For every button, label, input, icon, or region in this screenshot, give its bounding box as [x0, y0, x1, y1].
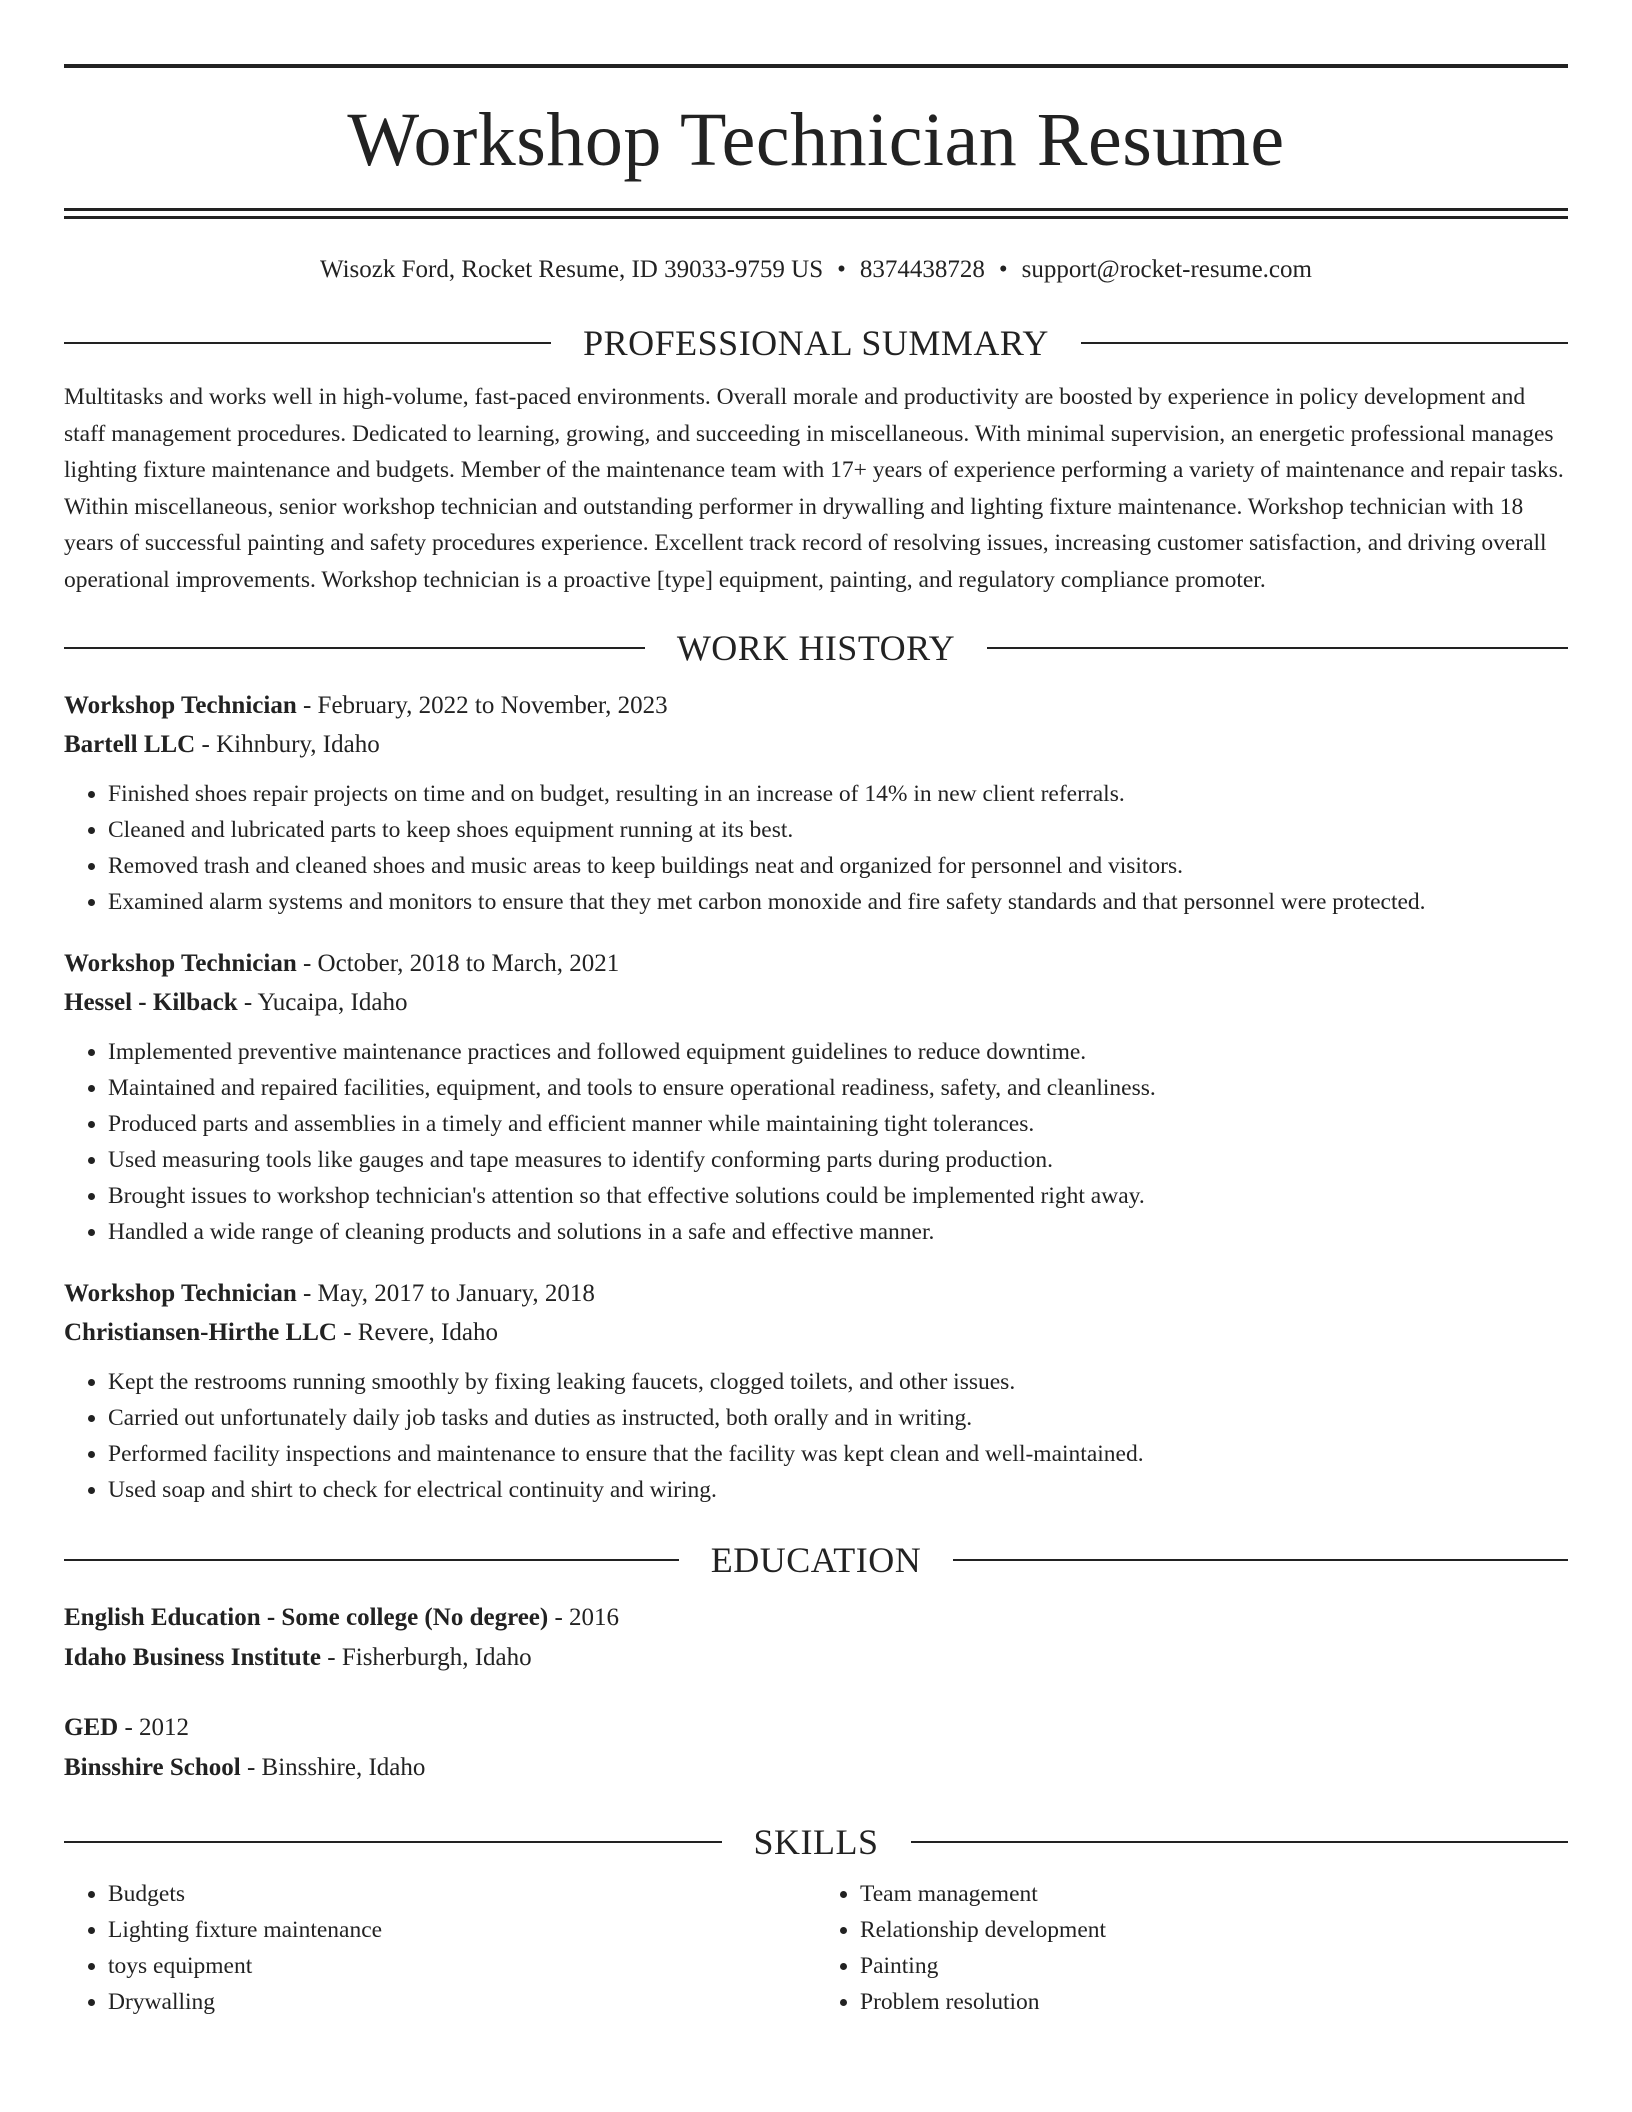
skill-item: • Drywalling: [108, 1984, 816, 2020]
resume-title: Workshop Technician Resume: [347, 98, 1285, 182]
skills-columns: [64, 1876, 1568, 2020]
education-degree: GED: [64, 1714, 119, 1741]
education-school: Idaho Business Institute: [64, 1644, 322, 1671]
job-title: Workshop Technician: [64, 692, 297, 719]
job-bullet: • Cleaned and lubricated parts to keep shoes equipment running at its best.: [108, 812, 1568, 848]
skill-item: • Team management: [860, 1876, 1568, 1912]
job-company: Bartell LLC: [64, 731, 196, 758]
job-bullet: • Handled a wide range of cleaning products and solutions in a safe and effective manner.: [108, 1214, 1568, 1250]
job-bullet: • Maintained and repaired facilities, equipment, and tools to ensure operational readiness, safety, and cleanliness.: [108, 1070, 1568, 1106]
section-title: PROFESSIONAL SUMMARY: [583, 323, 1049, 363]
job-company-line: [64, 725, 1568, 764]
top-rule: [64, 64, 1568, 68]
job-location: - Yucaipa, Idaho: [237, 989, 408, 1016]
education-school: Binsshire School: [64, 1754, 241, 1781]
education-entry: [64, 1708, 1568, 1788]
divider: [64, 1841, 722, 1843]
job-bullet: • Carried out unfortunately daily job tasks and duties as instructed, both orally and in writing.: [108, 1400, 1568, 1436]
job-heading: [64, 1274, 1568, 1313]
section-title: EDUCATION: [710, 1540, 922, 1580]
section-header-education: [64, 1542, 1568, 1578]
skill-item: • Problem resolution: [860, 1984, 1568, 2020]
education-school-line: [64, 1638, 1568, 1678]
section-header-work: [64, 630, 1568, 666]
job-bullet: • Examined alarm systems and monitors to ensure that they met carbon monoxide and fire safety standards and that personnel were protected.: [108, 884, 1568, 920]
job-bullets: [64, 776, 1568, 920]
section-header-skills: [64, 1824, 1568, 1860]
job-title: Workshop Technician: [64, 1280, 297, 1307]
work-history-list: [64, 686, 1568, 1508]
job-dates: - February, 2022 to November, 2023: [296, 692, 668, 719]
resume-page: [64, 64, 1568, 2020]
job-bullets: [64, 1034, 1568, 1250]
job-bullet: • Removed trash and cleaned shoes and music areas to keep buildings neat and organized for personnel and visitors.: [108, 848, 1568, 884]
education-year: - 2016: [548, 1604, 620, 1631]
title-double-rule: [64, 208, 1568, 219]
job-entry: [64, 686, 1568, 920]
job-bullet: • Performed facility inspections and maintenance to ensure that the facility was kept clean and well-maintained.: [108, 1436, 1568, 1472]
job-bullet: • Used soap and shirt to check for electrical continuity and wiring.: [108, 1472, 1568, 1508]
job-entry: [64, 944, 1568, 1250]
education-heading: [64, 1708, 1568, 1748]
job-title: Workshop Technician: [64, 950, 297, 977]
divider: [64, 647, 645, 649]
job-bullet: • Brought issues to workshop technician's attention so that effective solutions could be implemented right away.: [108, 1178, 1568, 1214]
contact-line: [64, 255, 1568, 285]
job-bullet: • Kept the restrooms running smoothly by fixing leaking faucets, clogged toilets, and other issues.: [108, 1364, 1568, 1400]
job-bullet: • Implemented preventive maintenance practices and followed equipment guidelines to reduce downtime.: [108, 1034, 1568, 1070]
skill-item: • Relationship development: [860, 1912, 1568, 1948]
section-title: SKILLS: [753, 1822, 879, 1862]
job-company: Hessel - Kilback: [64, 989, 238, 1016]
skills-list-left: [64, 1876, 816, 2020]
job-location: - Kihnbury, Idaho: [195, 731, 380, 758]
section-header-summary: [64, 325, 1568, 361]
job-heading: [64, 686, 1568, 725]
skill-item: • toys equipment: [108, 1948, 816, 1984]
contact-phone: 8374438728: [859, 256, 985, 283]
divider: [1081, 342, 1568, 344]
job-entry: [64, 1274, 1568, 1508]
job-dates: - October, 2018 to March, 2021: [296, 950, 620, 977]
contact-address: Wisozk Ford, Rocket Resume, ID 39033-9759 US: [320, 256, 824, 283]
job-location: - Revere, Idaho: [336, 1319, 498, 1346]
job-heading: [64, 944, 1568, 983]
contact-separator: •: [837, 256, 846, 283]
job-bullet: • Produced parts and assemblies in a timely and efficient manner while maintaining tight tolerances.: [108, 1106, 1568, 1142]
divider: [64, 1559, 679, 1561]
job-company-line: [64, 1313, 1568, 1352]
job-dates: - May, 2017 to January, 2018: [296, 1280, 595, 1307]
contact-email: support@rocket-resume.com: [1021, 256, 1312, 283]
skill-item: • Budgets: [108, 1876, 816, 1912]
contact-separator: •: [998, 256, 1008, 283]
education-location: - Binsshire, Idaho: [240, 1754, 426, 1781]
summary-paragraph: Multitasks and works well in high-volume, fast-paced environments. Overall morale and productivity are boosted by experience in policy development and staff management procedures. Dedicated to learning, growing, and succeeding in miscellaneous. With minimal supervision, an energetic professional manages lighting fixture maintenance and budgets. Member of the maintenance team with 17+ years of experience performing a variety of maintenance and repair tasks. Within miscellaneous, senior workshop technician and outstanding performer in drywalling and lighting fixture maintenance. Workshop technician with 18 years of successful painting and safety procedures experience. Excellent track record of resolving issues, increasing customer satisfaction, and driving overall operational improvements. Workshop technician is a proactive [type] equipment, painting, and regulatory compliance promoter.: [64, 384, 1564, 593]
section-title: WORK HISTORY: [676, 628, 956, 668]
job-bullets: [64, 1364, 1568, 1508]
education-year: - 2012: [118, 1714, 190, 1741]
divider: [64, 342, 551, 344]
education-heading: [64, 1598, 1568, 1638]
divider: [911, 1841, 1569, 1843]
divider: [953, 1559, 1568, 1561]
education-location: - Fisherburgh, Idaho: [321, 1644, 532, 1671]
job-company: Christiansen-Hirthe LLC: [64, 1319, 337, 1346]
divider: [987, 647, 1568, 649]
skills-list-right: [816, 1876, 1568, 2020]
job-bullet: • Finished shoes repair projects on time and on budget, resulting in an increase of 14% in new client referrals.: [108, 776, 1568, 812]
job-company-line: [64, 983, 1568, 1022]
education-degree: English Education - Some college (No degree): [64, 1604, 549, 1631]
education-school-line: [64, 1748, 1568, 1788]
education-entry: [64, 1598, 1568, 1678]
education-list: [64, 1598, 1568, 1788]
job-bullet: • Used measuring tools like gauges and tape measures to identify conforming parts during production.: [108, 1142, 1568, 1178]
skill-item: • Lighting fixture maintenance: [108, 1912, 816, 1948]
skill-item: • Painting: [860, 1948, 1568, 1984]
